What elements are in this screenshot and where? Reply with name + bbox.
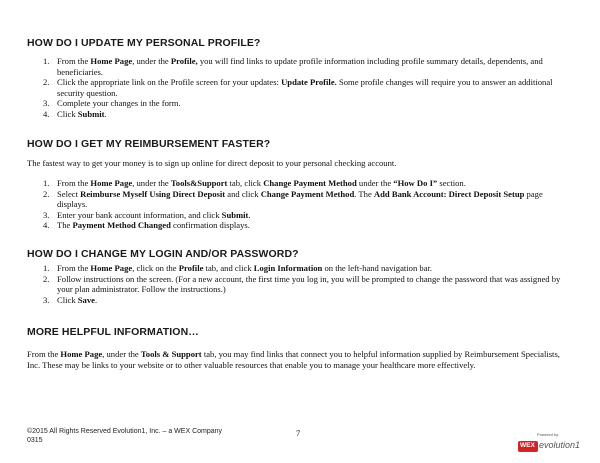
text-run: Some profile changes will require you to answer an additional security question.: [57, 77, 553, 98]
text-run: , under the: [102, 349, 141, 359]
powered-by-label: Powered by:: [537, 432, 560, 437]
text-run: Click the appropriate link on the Profile screen for your updates:: [57, 77, 282, 88]
list-item-number: 2.: [43, 77, 50, 88]
bold-term: Save: [77, 294, 95, 305]
list-item: [43, 98, 571, 109]
text-run: and click: [225, 188, 261, 199]
bold-term: Home Page: [90, 263, 133, 273]
text-run: tab, and click: [203, 263, 254, 273]
list-item: [43, 56, 571, 77]
bold-term: Home Page: [90, 178, 133, 188]
list-item-number: 4.: [43, 220, 50, 231]
bold-term: Submit: [221, 209, 249, 220]
footer-copyright-block: [27, 427, 222, 445]
list-item-number: 2.: [43, 188, 50, 199]
list-item: [43, 274, 571, 295]
bold-term: Home Page: [60, 349, 103, 359]
list-item: [43, 220, 571, 231]
text-run: From the: [57, 56, 91, 66]
text-run: you will find links to update profile information including profile summary details, dependents, and beneficiaries.: [57, 56, 543, 77]
list-item-number: 4.: [43, 108, 50, 119]
list-item: [43, 77, 571, 98]
evolution1-wordmark: evolution1: [539, 440, 581, 450]
text-run: , click on the: [132, 263, 179, 273]
heading-change-login: HOW DO I CHANGE MY LOGIN AND/OR PASSWORD?: [27, 248, 299, 260]
list-item-number: 3.: [43, 294, 50, 305]
bold-term: Login Information: [253, 263, 323, 273]
bold-term: Update Profile.: [281, 77, 337, 88]
list-item-number: 3.: [43, 98, 50, 109]
text-run: section.: [437, 178, 466, 188]
bold-term: Submit: [77, 108, 105, 119]
page-number: 7: [296, 428, 301, 438]
bold-term: Change Payment Method: [263, 178, 357, 188]
text-run: From the: [57, 178, 91, 188]
text-run: under the: [356, 178, 394, 188]
heading-update-profile: HOW DO I UPDATE MY PERSONAL PROFILE?: [27, 37, 261, 49]
text-run: on the left-hand navigation bar.: [322, 263, 433, 273]
list-item-number: 2.: [43, 273, 50, 284]
reimbursement-intro: The fastest way to get your money is to sign up online for direct deposit to your personal checking account.: [27, 158, 397, 168]
bold-term: Tools & Support: [140, 349, 202, 359]
list-item-number: 1.: [43, 178, 50, 188]
text-run: From the: [27, 349, 61, 359]
text-run: .: [248, 209, 251, 220]
heading-reimbursement-faster: HOW DO I GET MY REIMBURSEMENT FASTER?: [27, 138, 271, 150]
bold-term: Change Payment Method: [260, 188, 355, 199]
list-item-number: 1.: [43, 56, 50, 66]
list-item-number: 3.: [43, 209, 50, 220]
wex-logo-mark: [518, 441, 538, 452]
text-run: , under the: [132, 178, 171, 188]
text-run: page displays.: [57, 188, 543, 210]
footer-code: 0315: [27, 437, 43, 444]
bold-term: Profile,: [170, 56, 198, 66]
text-run: .: [94, 294, 98, 305]
evolution1-logo: [515, 432, 581, 456]
bold-term: Tools&Support: [170, 178, 228, 188]
text-run: From the: [57, 263, 91, 273]
bold-term: Reimburse Myself Using Direct Deposit: [80, 188, 226, 199]
bold-term: Add Bank Account: Direct Deposit Setup: [373, 188, 525, 199]
text-run: Click: [57, 108, 78, 119]
text-run: Click: [57, 294, 78, 305]
list-item: [43, 189, 571, 210]
wex-logo-text: WEX: [520, 442, 535, 449]
text-run: Follow instructions on the screen. (For a new account, the first time you log in, you will be prompted to change the password that was assigned by your plan administrator. Follow the instructions.): [57, 273, 561, 295]
heading-more-info: MORE HELPFUL INFORMATION…: [27, 326, 199, 338]
list-item: [43, 263, 571, 274]
text-run: The: [57, 220, 73, 231]
text-run: .: [104, 108, 107, 119]
list-item: [43, 109, 571, 120]
list-item-number: 1.: [43, 263, 50, 273]
text-run: Complete your changes in the form.: [57, 98, 181, 109]
text-run: Enter your bank account information, and click: [57, 209, 222, 220]
text-run: . The: [354, 188, 374, 199]
bold-term: Payment Method Changed: [72, 220, 171, 231]
text-run: confirmation displays.: [170, 220, 250, 231]
list-item: [43, 210, 571, 221]
steps-update-profile: [43, 56, 571, 120]
text-run: tab, click: [227, 178, 264, 188]
more-info-text: [27, 349, 572, 370]
bold-term: Home Page: [90, 56, 133, 66]
text-run: , under the: [132, 56, 171, 66]
bold-term: “How Do I”: [393, 178, 438, 188]
text-run: Select: [57, 188, 81, 199]
bold-term: Profile: [178, 263, 204, 273]
list-item: [43, 295, 571, 306]
steps-change-login: [43, 263, 571, 305]
list-item: [43, 178, 571, 189]
steps-reimbursement: [43, 178, 571, 231]
footer-copyright: ©2015 All Rights Reserved Evolution1, Inc. – a WEX Company: [27, 428, 223, 435]
text-run: tab, you may find links that connect you to helpful information supplied by Reimbursement Specialists, Inc. These may be links to your website or to other valuable resources that enable you to manage your healthcare more effectively.: [27, 349, 560, 370]
